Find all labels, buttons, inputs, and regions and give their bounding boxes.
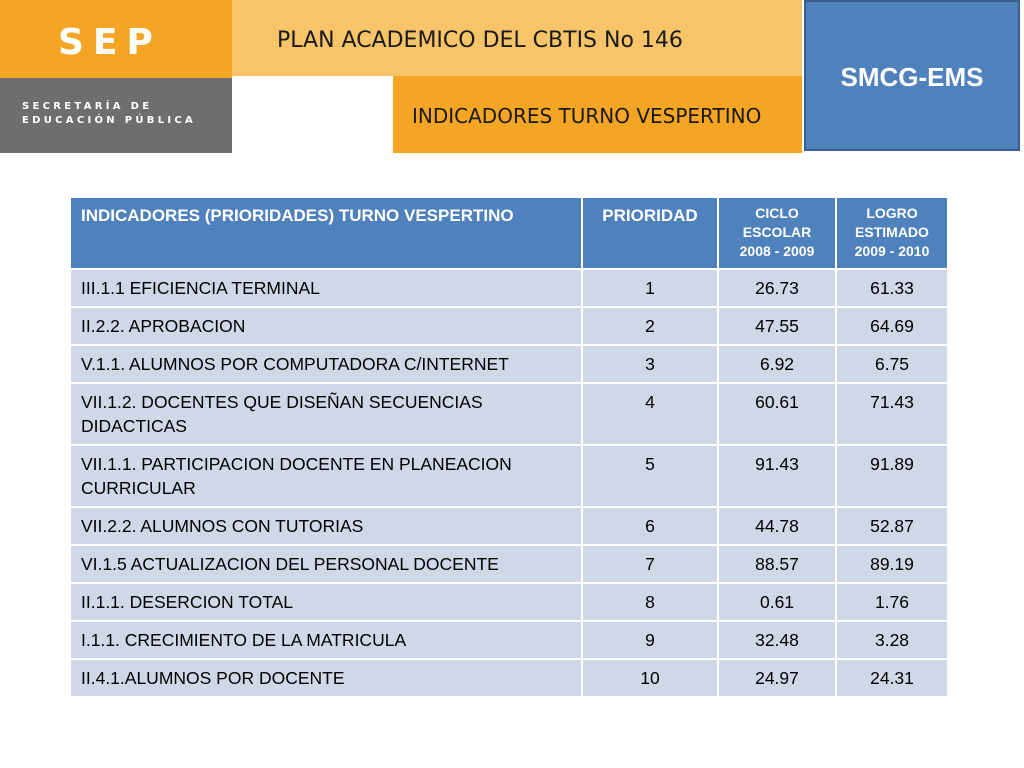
cell-cycle: 44.78: [718, 507, 836, 545]
cell-indicator: V.1.1. ALUMNOS POR COMPUTADORA C/INTERNET: [70, 345, 582, 383]
table-header-row: [70, 197, 948, 269]
cell-goal: 6.75: [836, 345, 948, 383]
header-goal-line2: ESTIMADO: [855, 224, 929, 240]
header-goal-line3: 2009 - 2010: [854, 243, 930, 259]
cell-priority: 9: [582, 621, 718, 659]
cell-goal: 89.19: [836, 545, 948, 583]
table-row: [70, 583, 948, 621]
sep-logo-block: [0, 0, 232, 78]
cell-indicator: I.1.1. CRECIMIENTO DE LA MATRICULA: [70, 621, 582, 659]
cell-cycle: 32.48: [718, 621, 836, 659]
cell-priority: 8: [582, 583, 718, 621]
cell-priority: 2: [582, 307, 718, 345]
cell-indicator: VII.1.1. PARTICIPACION DOCENTE EN PLANEACION CURRICULAR: [70, 445, 582, 507]
cell-indicator: VI.1.5 ACTUALIZACION DEL PERSONAL DOCENTE: [70, 545, 582, 583]
cell-indicator: II.4.1.ALUMNOS POR DOCENTE: [70, 659, 582, 697]
cell-indicator: VII.1.2. DOCENTES QUE DISEÑAN SECUENCIAS DIDACTICAS: [70, 383, 582, 445]
header-cycle-line2: ESCOLAR: [742, 224, 812, 240]
cell-priority: 6: [582, 507, 718, 545]
header-goal: [836, 197, 948, 269]
cell-cycle: 88.57: [718, 545, 836, 583]
cell-cycle: 91.43: [718, 445, 836, 507]
cell-goal: 61.33: [836, 269, 948, 307]
cell-priority: 5: [582, 445, 718, 507]
table-row: [70, 307, 948, 345]
cell-goal: 52.87: [836, 507, 948, 545]
page-title: PLAN ACADEMICO DEL CBTIS No 146: [277, 28, 683, 53]
smcg-badge: [804, 0, 1020, 151]
sep-logo: SEP: [58, 22, 162, 63]
cell-priority: 7: [582, 545, 718, 583]
cell-goal: 71.43: [836, 383, 948, 445]
cell-priority: 4: [582, 383, 718, 445]
cell-cycle: 24.97: [718, 659, 836, 697]
subtitle-bar: [393, 76, 802, 153]
page-subtitle: INDICADORES TURNO VESPERTINO: [412, 104, 762, 128]
cell-indicator: VII.2.2. ALUMNOS CON TUTORIAS: [70, 507, 582, 545]
table-row: [70, 659, 948, 697]
table-row: [70, 345, 948, 383]
sep-subtitle: [22, 100, 196, 128]
sep-subtitle-block: [0, 78, 232, 153]
cell-indicator: II.1.1. DESERCION TOTAL: [70, 583, 582, 621]
table-row: [70, 445, 948, 507]
sep-subtitle-line2: EDUCACIÓN PÚBLICA: [22, 115, 197, 126]
cell-cycle: 6.92: [718, 345, 836, 383]
header-goal-line1: LOGRO: [866, 205, 918, 221]
cell-cycle: 0.61: [718, 583, 836, 621]
cell-cycle: 26.73: [718, 269, 836, 307]
header-cycle: [718, 197, 836, 269]
cell-priority: 1: [582, 269, 718, 307]
header-priority: PRIORIDAD: [582, 197, 718, 269]
table-row: [70, 507, 948, 545]
cell-priority: 3: [582, 345, 718, 383]
cell-priority: 10: [582, 659, 718, 697]
cell-goal: 1.76: [836, 583, 948, 621]
table-row: [70, 269, 948, 307]
header-cycle-line1: CICLO: [755, 205, 799, 221]
table-row: [70, 545, 948, 583]
cell-cycle: 47.55: [718, 307, 836, 345]
cell-cycle: 60.61: [718, 383, 836, 445]
header-indicator: INDICADORES (PRIORIDADES) TURNO VESPERTINO: [70, 197, 582, 269]
cell-goal: 64.69: [836, 307, 948, 345]
cell-goal: 24.31: [836, 659, 948, 697]
table-row: [70, 621, 948, 659]
table-row: [70, 383, 948, 445]
indicators-table: [69, 196, 949, 698]
sep-subtitle-line1: SECRETARÍA DE: [22, 101, 153, 112]
smcg-badge-label: SMCG-EMS: [840, 62, 984, 92]
cell-indicator: II.2.2. APROBACION: [70, 307, 582, 345]
cell-goal: 3.28: [836, 621, 948, 659]
title-bar: [232, 0, 802, 76]
header-cycle-line3: 2008 - 2009: [739, 243, 815, 259]
cell-goal: 91.89: [836, 445, 948, 507]
cell-indicator: III.1.1 EFICIENCIA TERMINAL: [70, 269, 582, 307]
